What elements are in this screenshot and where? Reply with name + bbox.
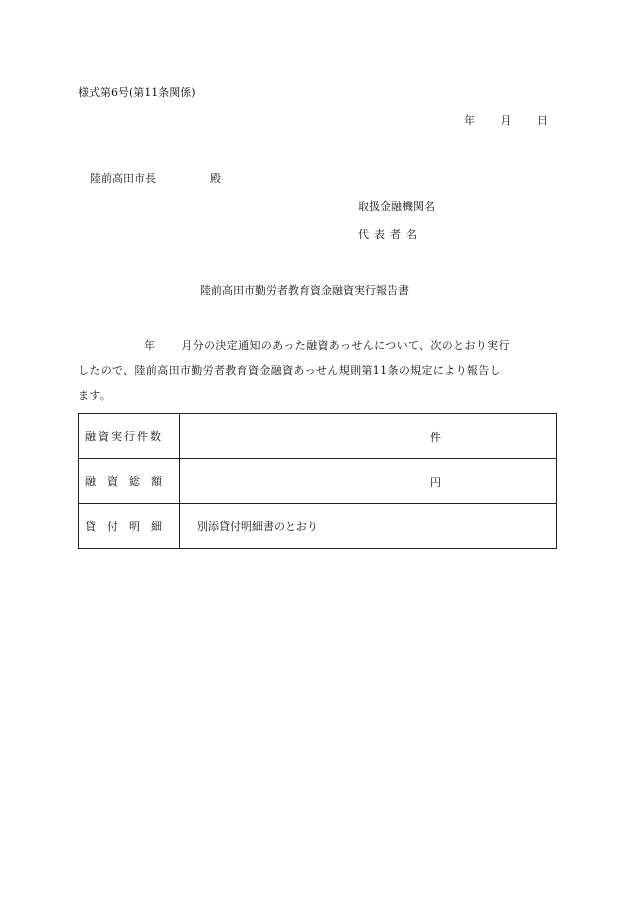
addressee — [90, 170, 221, 186]
institution-label: 取扱金融機関名 — [358, 200, 435, 213]
details-text: 別添貸付明細書のとおり — [197, 520, 318, 533]
date-day: 日 — [537, 114, 548, 127]
body-line-1-rest: 月分の決定通知のあった融資あっせんについて、次のとおり実行 — [181, 339, 510, 352]
row-value-loan-details — [180, 504, 557, 549]
date-year: 年 — [464, 114, 475, 127]
report-table — [78, 413, 557, 549]
representative-label: 代表者名 — [358, 228, 422, 241]
document-title: 陸前高田市勤労者教育資金融資実行報告書 — [200, 284, 409, 297]
date-line — [464, 112, 548, 128]
body-line-2: したので、陸前高田市勤労者教育資金融資あっせん規則第11条の規定により報告し — [78, 364, 501, 377]
date-month: 月 — [500, 114, 512, 127]
table-row — [79, 459, 557, 504]
body-year: 年 — [144, 339, 156, 352]
row-value-total-amount — [180, 459, 557, 504]
form-number: 様式第6号(第11条関係) — [78, 86, 196, 99]
row-value-loan-count — [180, 414, 557, 459]
table-row — [79, 504, 557, 549]
unit-count: 件 — [430, 431, 441, 444]
row-label-total-amount: 融資総額 — [79, 459, 180, 504]
body-line-3: ます。 — [78, 389, 112, 402]
row-label-loan-count: 融資実行件数 — [79, 414, 180, 459]
table-row — [79, 414, 557, 459]
body-line-1 — [78, 333, 556, 358]
body-paragraph — [78, 333, 556, 408]
addressee-name: 陸前高田市長 — [90, 172, 156, 185]
addressee-honorific: 殿 — [210, 172, 221, 185]
row-label-loan-details: 貸付明細 — [79, 504, 180, 549]
unit-yen: 円 — [430, 476, 441, 489]
